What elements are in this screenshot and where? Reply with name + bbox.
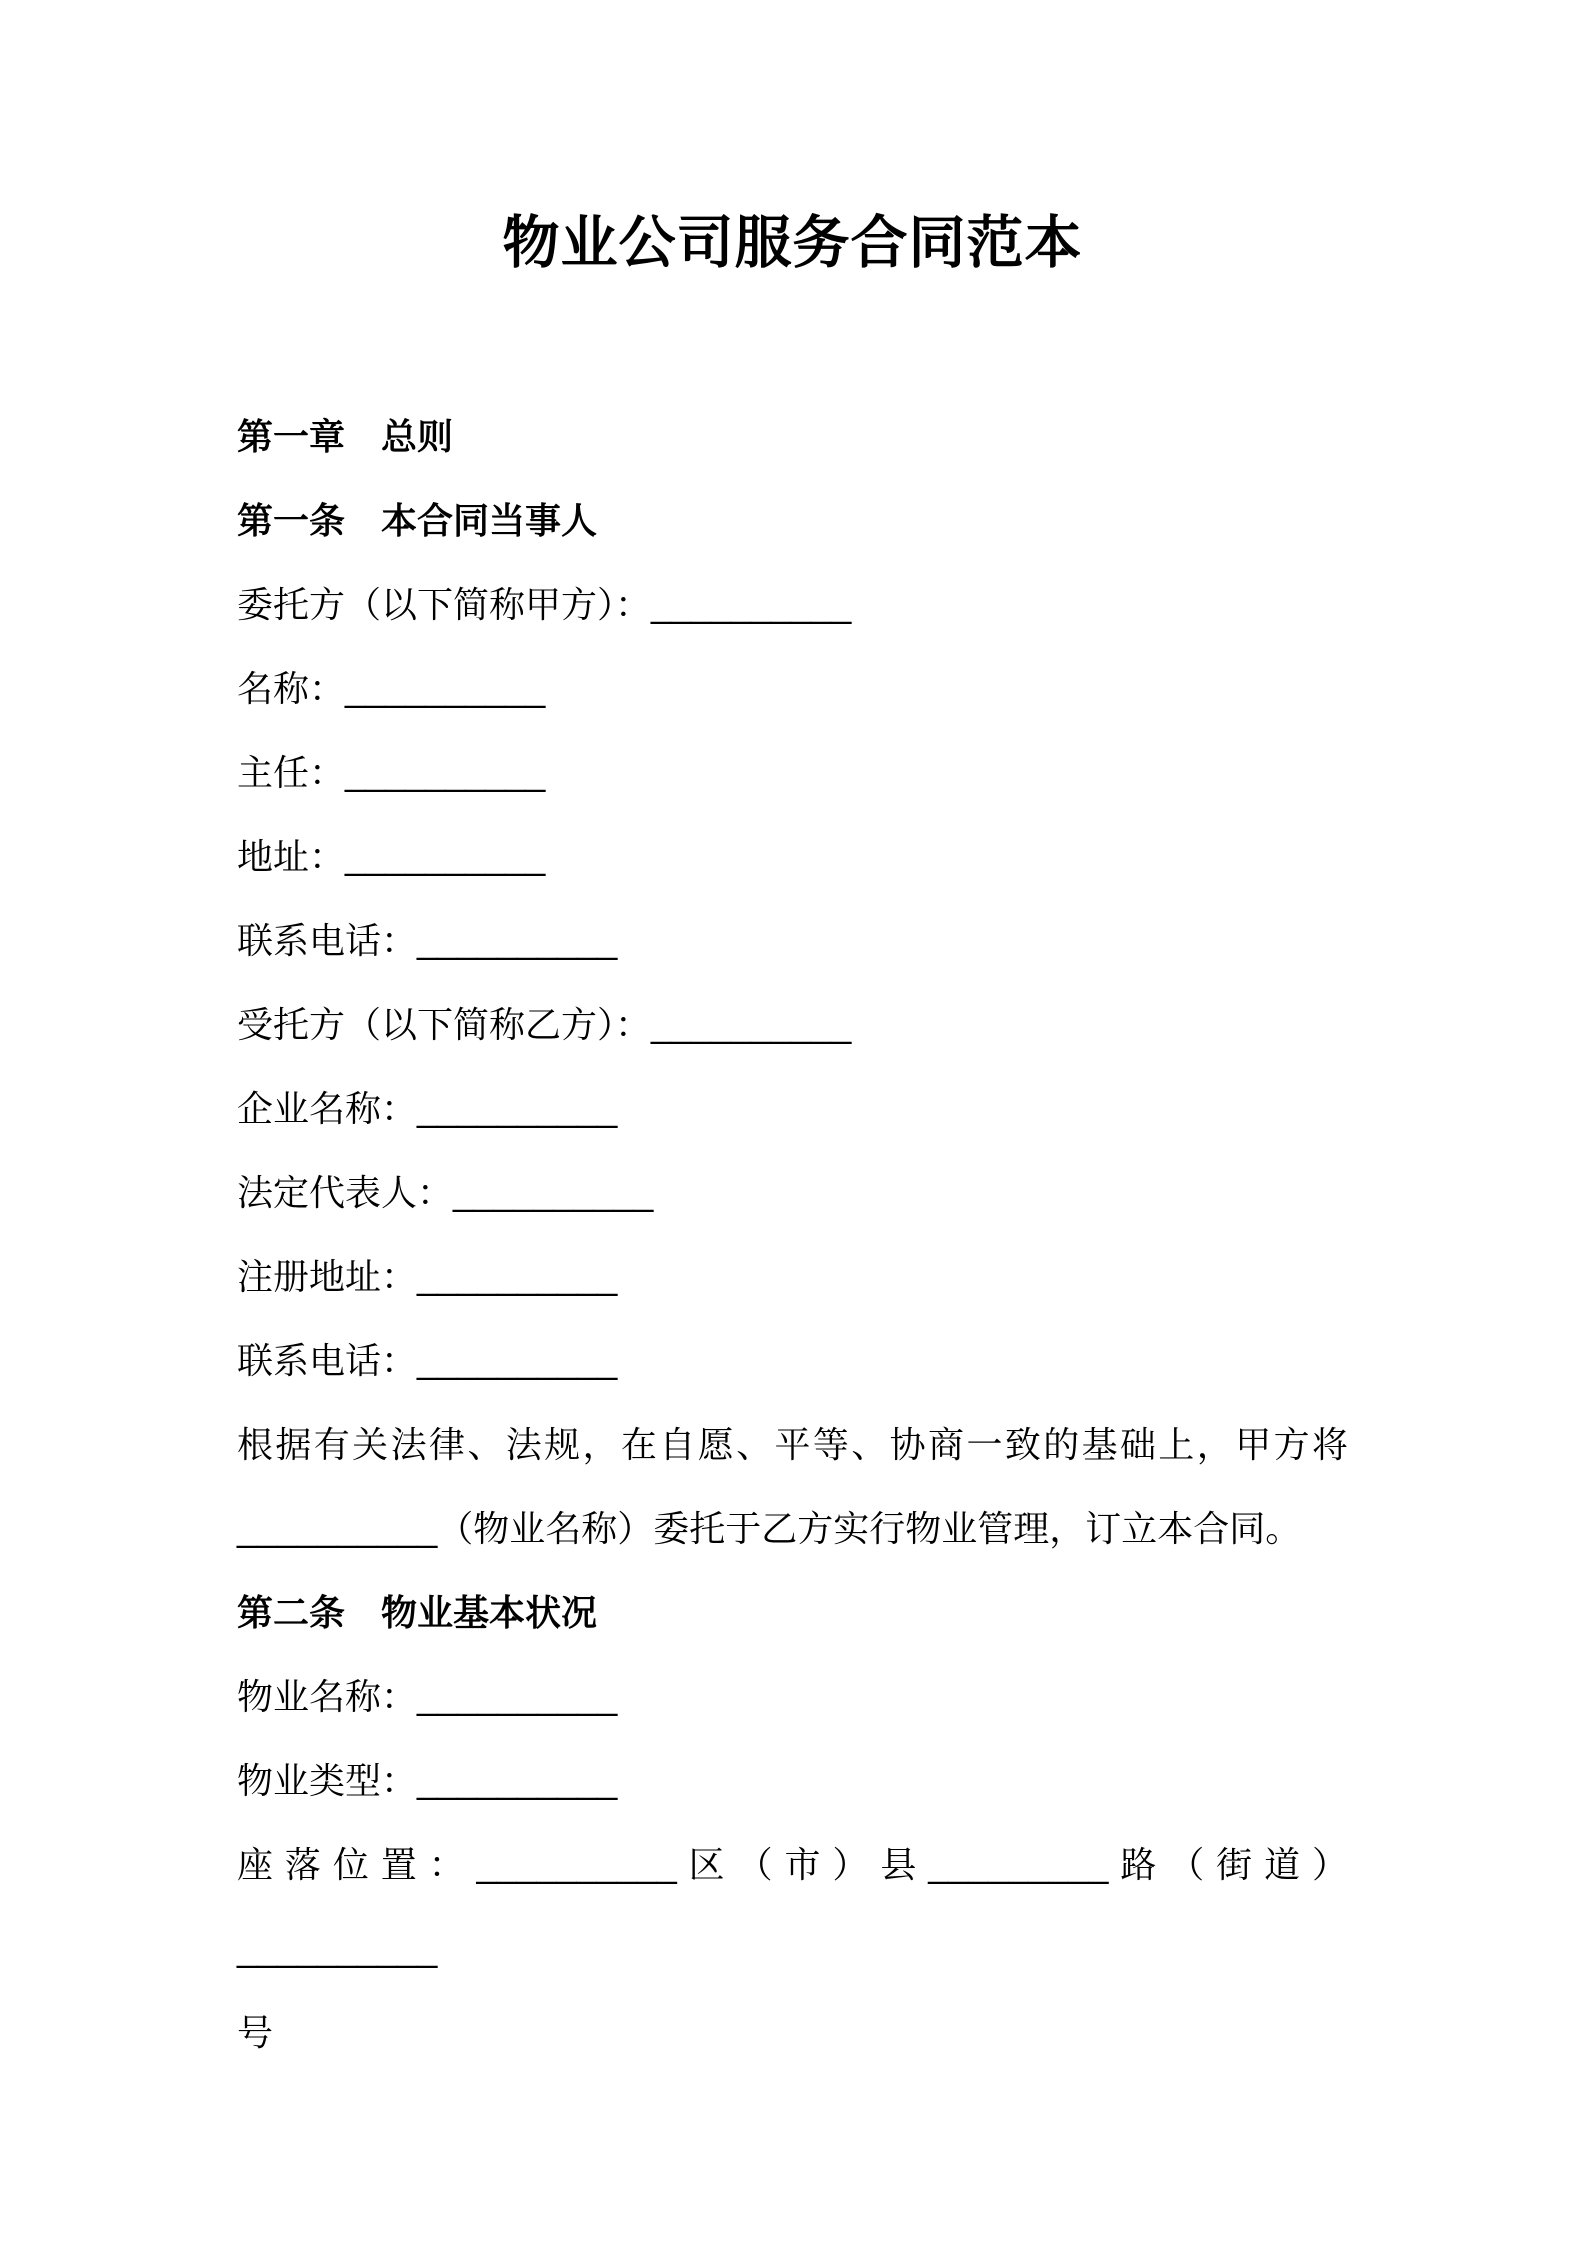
document-title: 物业公司服务合同范本	[502, 211, 1083, 275]
document-body	[237, 395, 1359, 2075]
document-text-line: 座落位置：__________区（市）县_________路（街道） __________	[237, 1844, 1359, 1969]
document-text-line: 企业名称：__________	[237, 1088, 618, 1129]
document-text-line: 注册地址：__________	[237, 1256, 618, 1297]
document-text-line: 号	[237, 2012, 274, 2053]
document-text-line: 物业类型：__________	[237, 1760, 618, 1801]
document-text-line: 联系电话：__________	[237, 1340, 618, 1381]
document-heading-line: 第一章 总则	[237, 416, 454, 457]
document-text-line: 主任：__________	[237, 752, 546, 793]
document-text-line: 委托方（以下简称甲方）：__________	[237, 584, 852, 625]
document-text-line: 名称：__________	[237, 668, 546, 709]
document-text-line: 联系电话：__________	[237, 920, 618, 961]
document-text-line: 根据有关法律、法规，在自愿、平等、协商一致的基础上，甲方将	[237, 1424, 1348, 1465]
document-heading-line: 第一条 本合同当事人	[237, 500, 598, 541]
document-heading-line: 第二条 物业基本状况	[237, 1592, 598, 1633]
document-text-line: 法定代表人：__________	[237, 1172, 654, 1213]
document-text-line: 物业名称：__________	[237, 1676, 618, 1717]
document-text-line: 地址：__________	[237, 836, 546, 877]
document-text-line: 受托方（以下简称乙方）：__________	[237, 1004, 852, 1045]
document-text-line: __________（物业名称）委托于乙方实行物业管理，订立本合同。	[237, 1508, 1302, 1549]
